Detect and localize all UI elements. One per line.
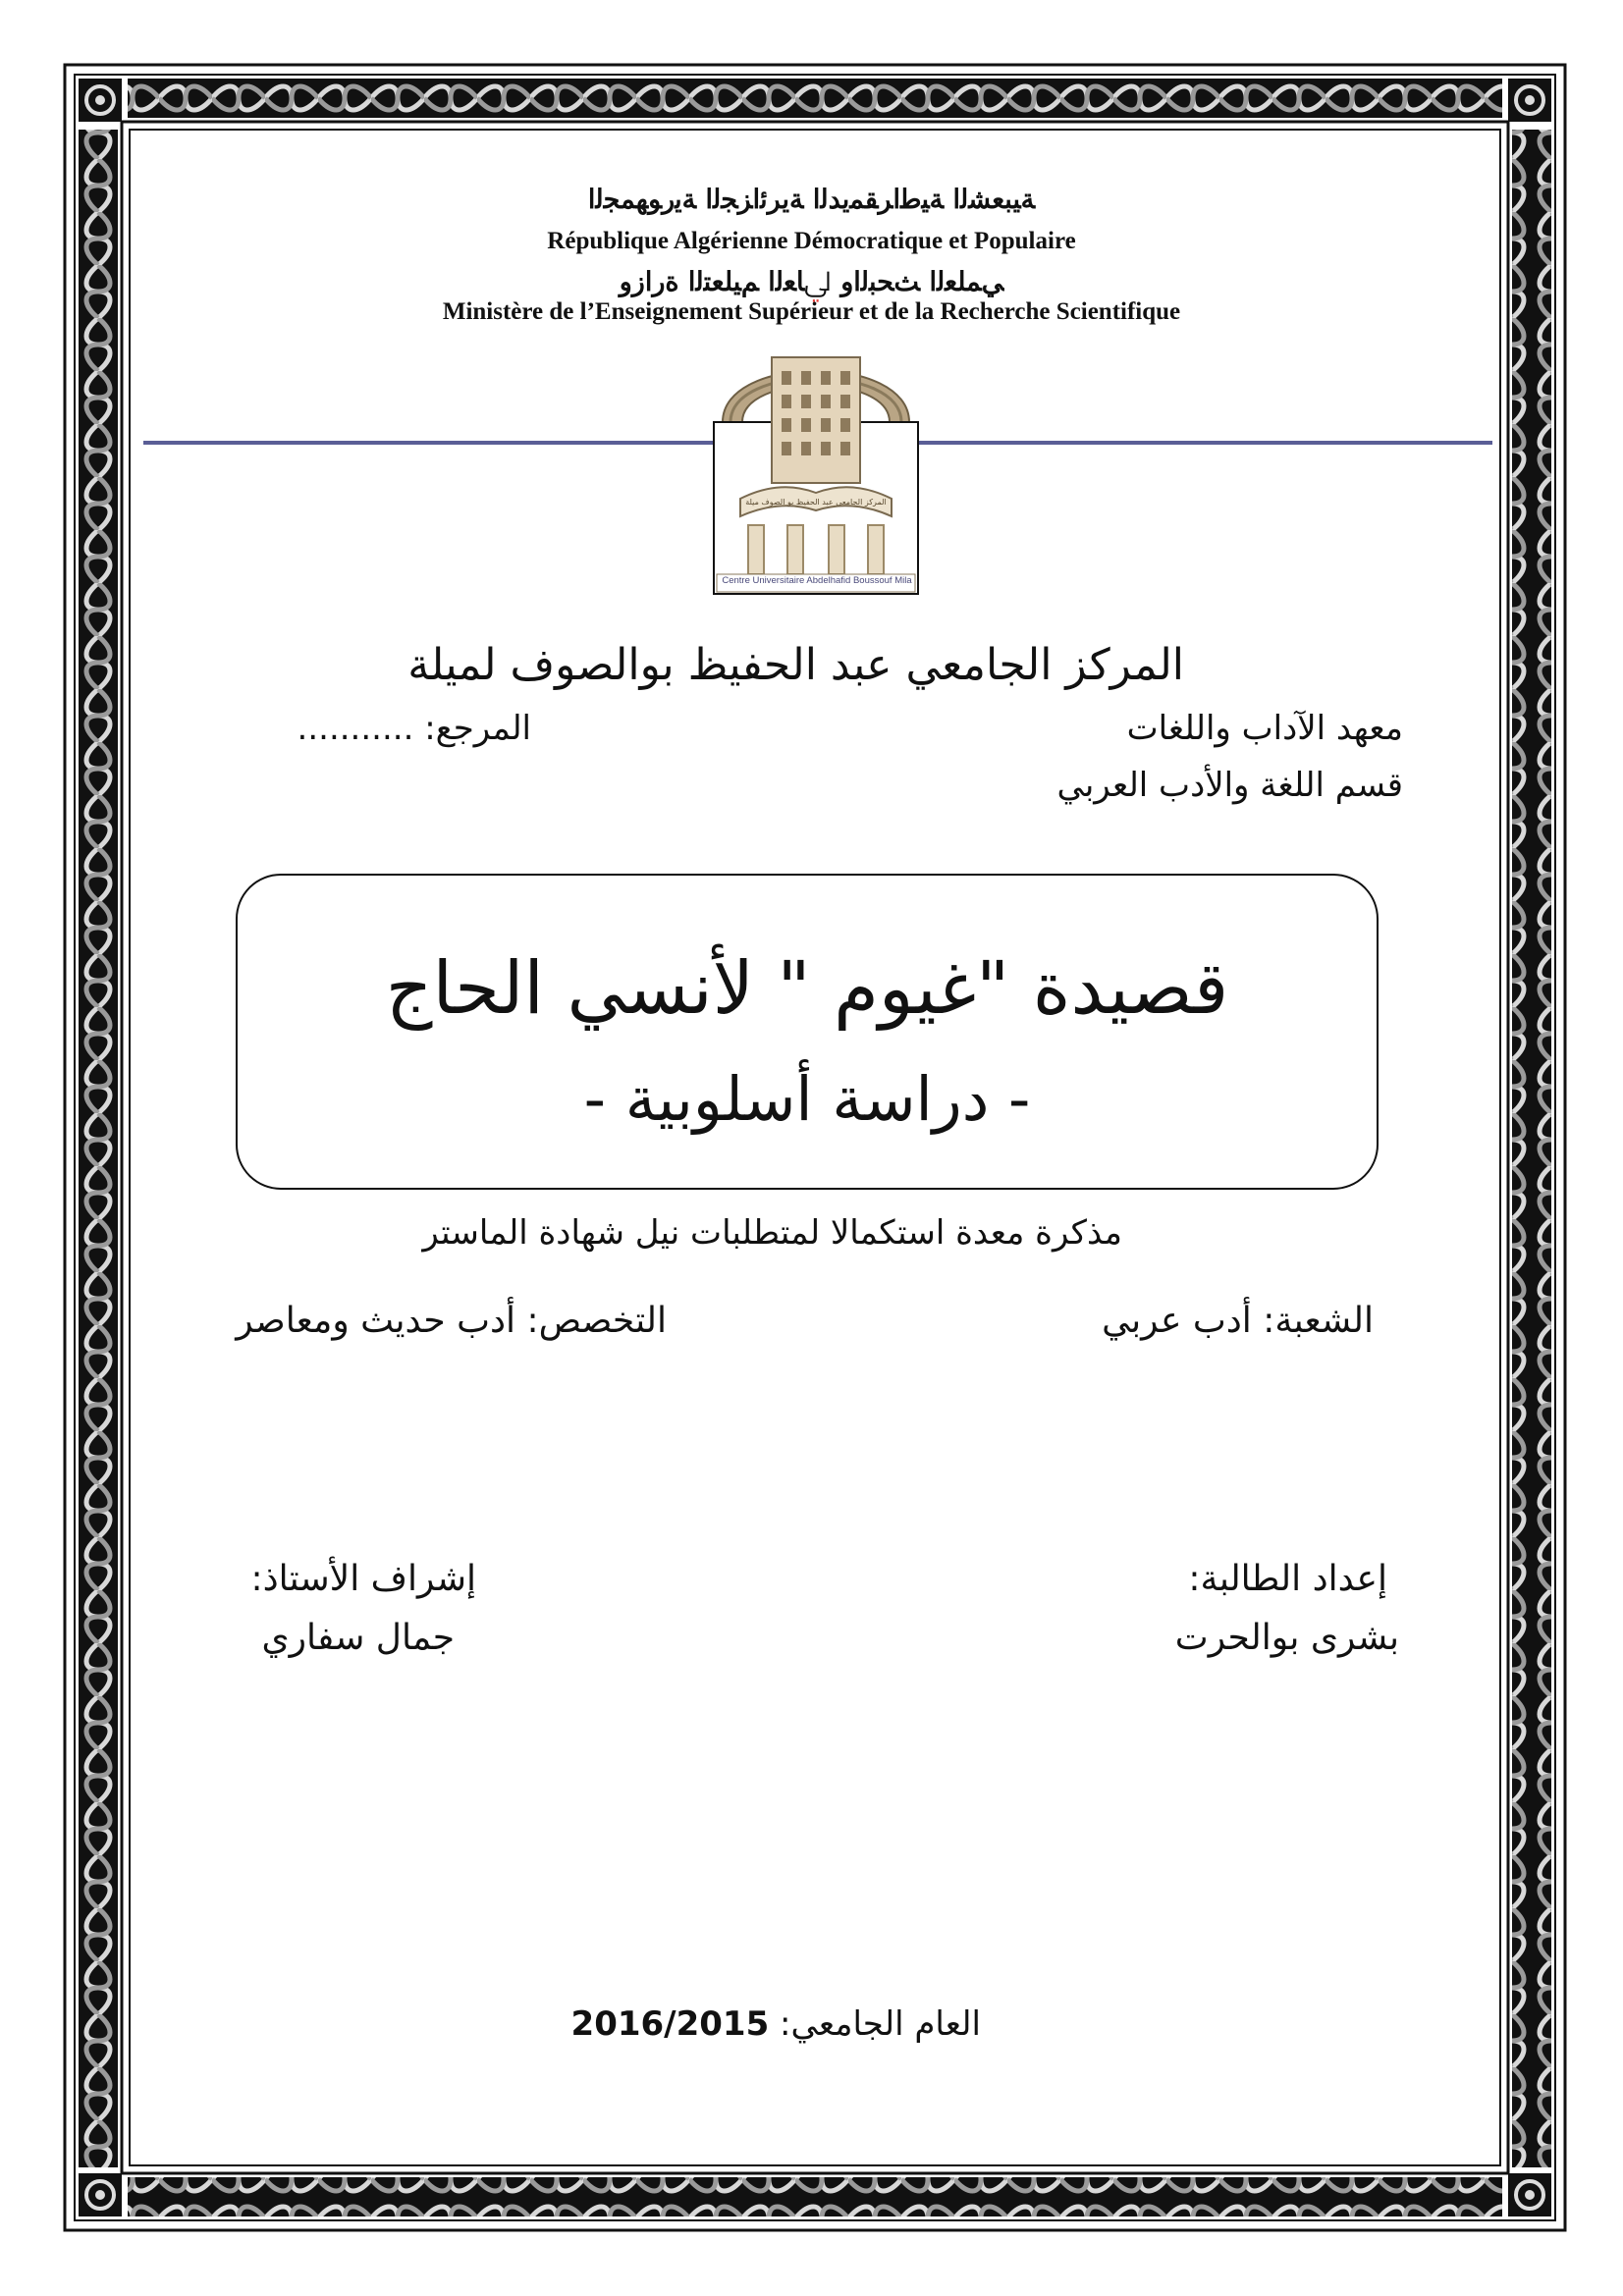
academic-year	[571, 2004, 981, 2044]
header-rule-left	[143, 441, 715, 445]
reference-field: المرجع: ...........	[297, 709, 531, 748]
thesis-title: قصيدة "غيوم " لأنسي الحاج	[385, 946, 1229, 1031]
university-center-name: المركز الجامعي عبد الحفيظ بوالصوف لميلة	[407, 640, 1184, 690]
academic-year-value: 2016/2015	[570, 2004, 770, 2044]
republic-arabic-heading: ﺔﻴﺒﻌﺸﻟﺍ ﺔﻴﻃﺍﺮﻘﻤﻳﺪﻟﺍ ﺔﻳﺮﺋﺍﺰﺠﻟﺍ ﺔﻳﺭﻮﻬﻤﺠﻟﺍ	[587, 185, 1036, 215]
thesis-subtitle: - دراسة أسلوبية -	[583, 1063, 1031, 1135]
student-label: إعداد الطالبة:	[1188, 1559, 1387, 1599]
header-rule-right	[915, 441, 1492, 445]
department-name: قسم اللغة والأدب العربي	[1056, 766, 1403, 805]
specialty-field: التخصص: أدب حديث ومعاصر	[236, 1301, 667, 1341]
branch-field: الشعبة: أدب عربي	[1102, 1301, 1374, 1341]
student-name: بشرى بوالحرت	[1174, 1618, 1399, 1658]
ministry-french-heading: Ministère de l’Enseignement Supérieur et de la Recherche Scientifique	[442, 298, 1181, 325]
logo-book-text: المركز الجامعي عبد الحفيظ بو الصوف ميلة	[745, 498, 887, 507]
institute-name: معهد الآداب واللغات	[1126, 709, 1403, 748]
academic-year-label: العام الجامعي:	[769, 2004, 981, 2044]
supervisor-name: جمال سفاري	[261, 1618, 455, 1658]
supervisor-label: إشراف الأستاذ:	[250, 1559, 476, 1599]
ministry-arabic-heading: ﻲﻤﻠﻌﻟﺍ ﺚﺤﺒﻟﺍﻭ ﱄﺎﻌﻟﺍ ﻢﻴﻠﻌﺘﻟﺍ ﺓﺭﺍﺯﻭ	[619, 267, 1004, 297]
memo-statement: مذكرة معدة استكمالا لمتطلبات نيل شهادة الماستر	[422, 1213, 1122, 1253]
logo-caption: Centre Universitaire Abdelhafid Boussouf Mila	[722, 575, 912, 586]
republic-french-heading: République Algérienne Démocratique et Populaire	[547, 228, 1076, 254]
university-logo	[711, 324, 921, 597]
